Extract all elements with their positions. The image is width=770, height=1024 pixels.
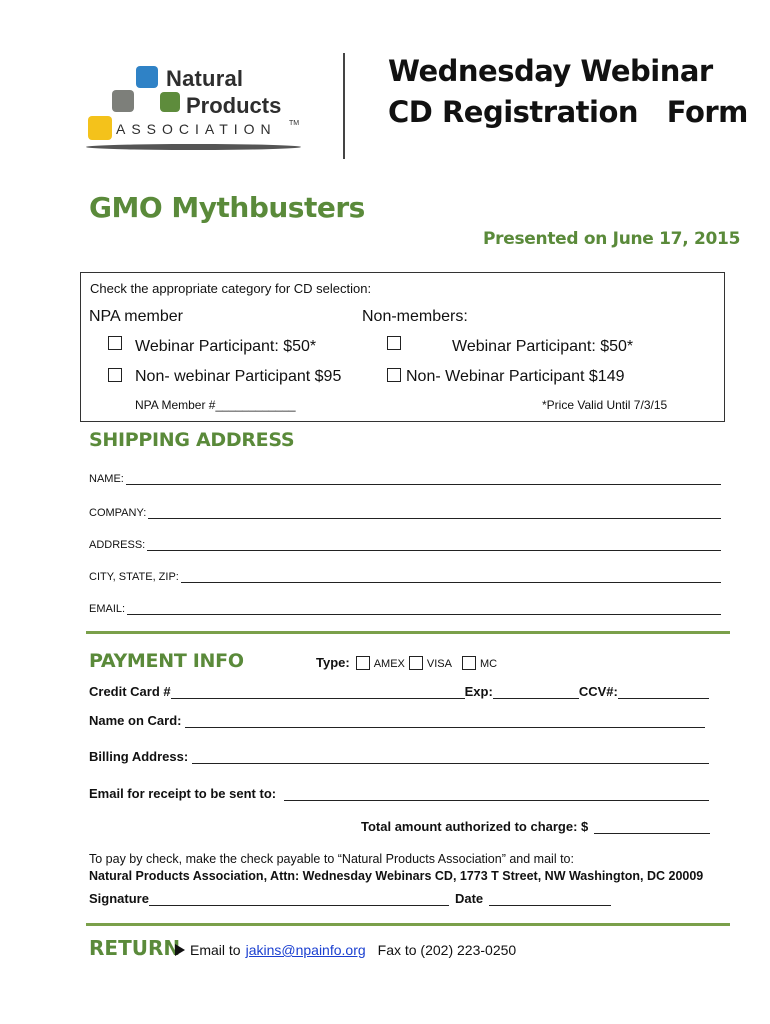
logo-text-natural: Natural — [166, 66, 244, 91]
form-title-line1: Wednesday Webinar — [388, 54, 713, 88]
shipping-address-line[interactable] — [147, 539, 721, 551]
signature-input[interactable] — [149, 892, 449, 906]
nonmember-webinar-checkbox[interactable] — [387, 336, 401, 350]
amex-label: AMEX — [373, 658, 405, 670]
return-rule — [86, 923, 730, 926]
npa-member-number-field[interactable]: NPA Member #____________ — [135, 398, 296, 412]
billing-address-row — [89, 749, 709, 764]
logo-gray-square — [112, 90, 134, 112]
shipping-email-field[interactable] — [89, 599, 721, 615]
npa-logo — [86, 60, 316, 155]
signature-row — [89, 891, 611, 906]
shipping-company-line[interactable] — [148, 507, 721, 519]
member-nonwebinar-option: Non- webinar Participant $95 — [135, 368, 342, 385]
section-rule — [86, 631, 730, 634]
logo-trademark: TM — [289, 120, 300, 127]
billing-address-label: Billing Address: — [89, 749, 189, 764]
nonmember-webinar-option: Webinar Participant: $50* — [452, 338, 634, 355]
total-input[interactable] — [594, 820, 710, 834]
credit-card-label: Credit Card # — [89, 684, 171, 699]
exp-input[interactable] — [493, 685, 579, 699]
name-on-card-input[interactable] — [185, 714, 705, 728]
credit-card-row — [89, 684, 709, 699]
shipping-email-line[interactable] — [127, 603, 721, 615]
shipping-city-label: CITY, STATE, ZIP: — [89, 571, 179, 583]
header-divider — [343, 53, 345, 159]
email-receipt-input[interactable] — [284, 787, 709, 801]
mc-label: MC — [479, 658, 498, 670]
logo-text-products: Products — [186, 93, 282, 118]
return-email-prefix: Email to — [190, 942, 241, 958]
card-type-row — [316, 652, 497, 670]
ccv-label: CCV#: — [578, 684, 618, 699]
mc-checkbox[interactable] — [462, 656, 476, 670]
exp-label: Exp: — [464, 684, 493, 699]
signature-label: Signature — [89, 891, 149, 906]
card-type-label: Type: — [316, 655, 350, 670]
email-receipt-label: Email for receipt to be sent to: — [89, 786, 277, 801]
shipping-company-label: COMPANY: — [89, 507, 147, 519]
nonmember-nonwebinar-option: Non- Webinar Participant $149 — [406, 368, 625, 385]
name-on-card-label: Name on Card: — [89, 713, 182, 728]
non-members-heading: Non-members: — [362, 308, 468, 325]
shipping-name-line[interactable] — [126, 473, 721, 485]
total-label: Total amount authorized to charge: $ — [361, 819, 589, 834]
logo-green-square — [160, 92, 180, 112]
nonmember-nonwebinar-checkbox[interactable] — [387, 368, 401, 382]
ccv-input[interactable] — [618, 685, 709, 699]
date-input[interactable] — [489, 892, 611, 906]
billing-address-input[interactable] — [192, 750, 709, 764]
email-receipt-row — [89, 786, 709, 801]
presented-date: Presented on June 17, 2015 — [483, 229, 741, 249]
member-webinar-option: Webinar Participant: $50* — [135, 338, 317, 355]
member-webinar-checkbox[interactable] — [108, 336, 122, 350]
amex-checkbox[interactable] — [356, 656, 370, 670]
shipping-name-field[interactable] — [89, 469, 721, 485]
return-email-link[interactable]: jakins@npainfo.org — [245, 942, 366, 958]
visa-checkbox[interactable] — [409, 656, 423, 670]
shipping-address-label: ADDRESS: — [89, 539, 146, 551]
name-on-card-row — [89, 713, 705, 728]
shipping-address-heading: SHIPPING ADDRESS — [89, 429, 295, 451]
check-mailing-address: Natural Products Association, Attn: Wednesday Webinars CD, 1773 T Street, NW Washington, DC 20009 — [89, 869, 704, 883]
shipping-name-label: NAME: — [89, 473, 124, 485]
check-instructions: To pay by check, make the check payable to “Natural Products Association” and mail to: — [89, 852, 574, 866]
shipping-company-field[interactable] — [89, 503, 721, 519]
price-valid-note: *Price Valid Until 7/3/15 — [542, 398, 668, 412]
payment-info-heading: PAYMENT INFO — [89, 650, 244, 672]
return-instructions — [175, 942, 516, 958]
form-title-line2: CD Registration Form — [388, 95, 748, 129]
return-fax: Fax to (202) 223-0250 — [377, 942, 517, 958]
shipping-city-field[interactable] — [89, 567, 721, 583]
logo-text-association: ASSOCIATION — [116, 121, 277, 137]
visa-label: VISA — [426, 658, 452, 670]
logo-yellow-square — [88, 116, 112, 140]
shipping-city-line[interactable] — [181, 571, 721, 583]
cd-selection-instruction: Check the appropriate category for CD selection: — [90, 281, 372, 296]
shipping-address-field[interactable] — [89, 535, 721, 551]
event-title: GMO Mythbusters — [89, 191, 365, 224]
logo-swoosh — [86, 144, 301, 150]
arrow-right-icon — [175, 944, 185, 956]
total-row — [361, 819, 710, 834]
npa-member-heading: NPA member — [89, 308, 183, 325]
credit-card-input[interactable] — [171, 685, 465, 699]
logo-blue-square — [136, 66, 158, 88]
return-heading: RETURN — [89, 936, 181, 960]
shipping-email-label: EMAIL: — [89, 603, 126, 615]
date-label: Date — [454, 891, 484, 906]
member-nonwebinar-checkbox[interactable] — [108, 368, 122, 382]
